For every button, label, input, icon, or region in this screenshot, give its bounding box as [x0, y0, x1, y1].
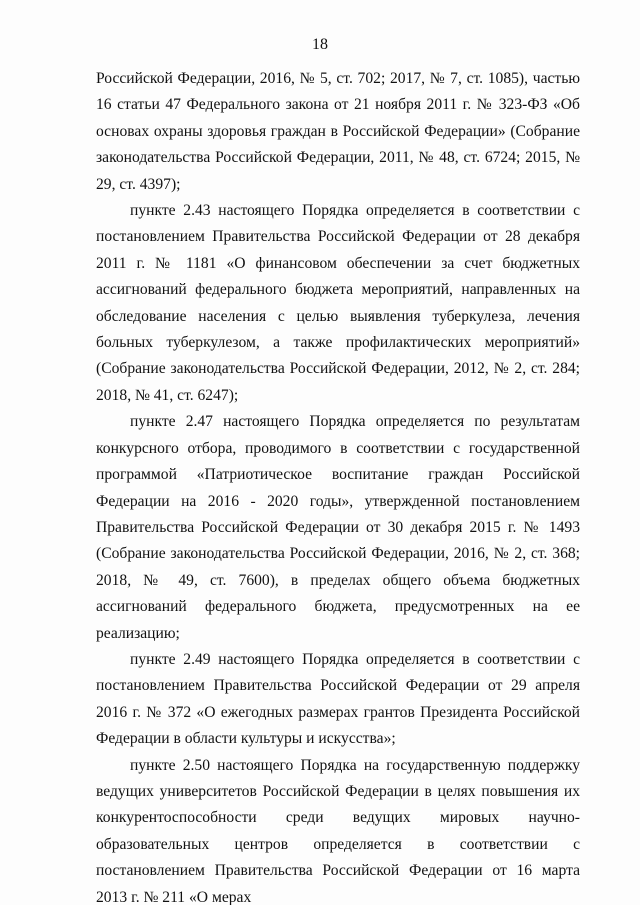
document-body	[96, 66, 580, 905]
paragraph-clause-2-50: пункте 2.50 настоящего Порядка на государственную поддержку ведущих университетов Российской Федерации в целях повышения их конкурентоспособности среди ведущих мировых научно-образовательных центров определяется в соответствии с постановлением Правительства Российской Федерации от 16 марта 2013 г. № 211 «О мерах	[96, 756, 580, 905]
paragraph-continuation: Российской Федерации, 2016, № 5, ст. 702; 2017, № 7, ст. 1085), частью 16 статьи 47 Федерального закона от 21 ноября 2011 г. № 323-ФЗ «Об основах охраны здоровья граждан в Российской Федерации» (Собрание законодательства Российской Федерации, 2011, № 48, ст. 6724; 2015, № 29, ст. 4397);	[96, 70, 580, 193]
paragraph-clause-2-43: пункте 2.43 настоящего Порядка определяется в соответствии с постановлением Правительства Российской Федерации от 28 декабря 2011 г. № 1181 «О финансовом обеспечении за счет бюджетных ассигнований федерального бюджета мероприятий, направленных на обследование населения с целью выявления туберкулеза, лечения больных туберкулезом, а также профилактических мероприятий» (Собрание законодательства Российской Федерации, 2012, № 2, ст. 284; 2018, № 41, ст. 6247);	[96, 202, 580, 404]
paragraph-clause-2-49: пункте 2.49 настоящего Порядка определяется в соответствии с постановлением Правительства Российской Федерации от 29 апреля 2016 г. № 372 «О ежегодных размерах грантов Президента Российской Федерации в области культуры и искусства»;	[96, 650, 580, 748]
page-number: 18	[312, 36, 328, 53]
paragraph-clause-2-47: пункте 2.47 настоящего Порядка определяется по результатам конкурсного отбора, проводимого в соответствии с государственной программой «Патриотическое воспитание граждан Российской Федерации на 2016 - 2020 годы», утвержденной постановлением Правительства Российской Федерации от 30 декабря 2015 г. № 1493 (Собрание законодательства Российской Федерации, 2016, № 2, ст. 368; 2018, № 49, ст. 7600), в пределах общего объема бюджетных ассигнований федерального бюджета, предусмотренных на ее реализацию;	[96, 413, 580, 642]
